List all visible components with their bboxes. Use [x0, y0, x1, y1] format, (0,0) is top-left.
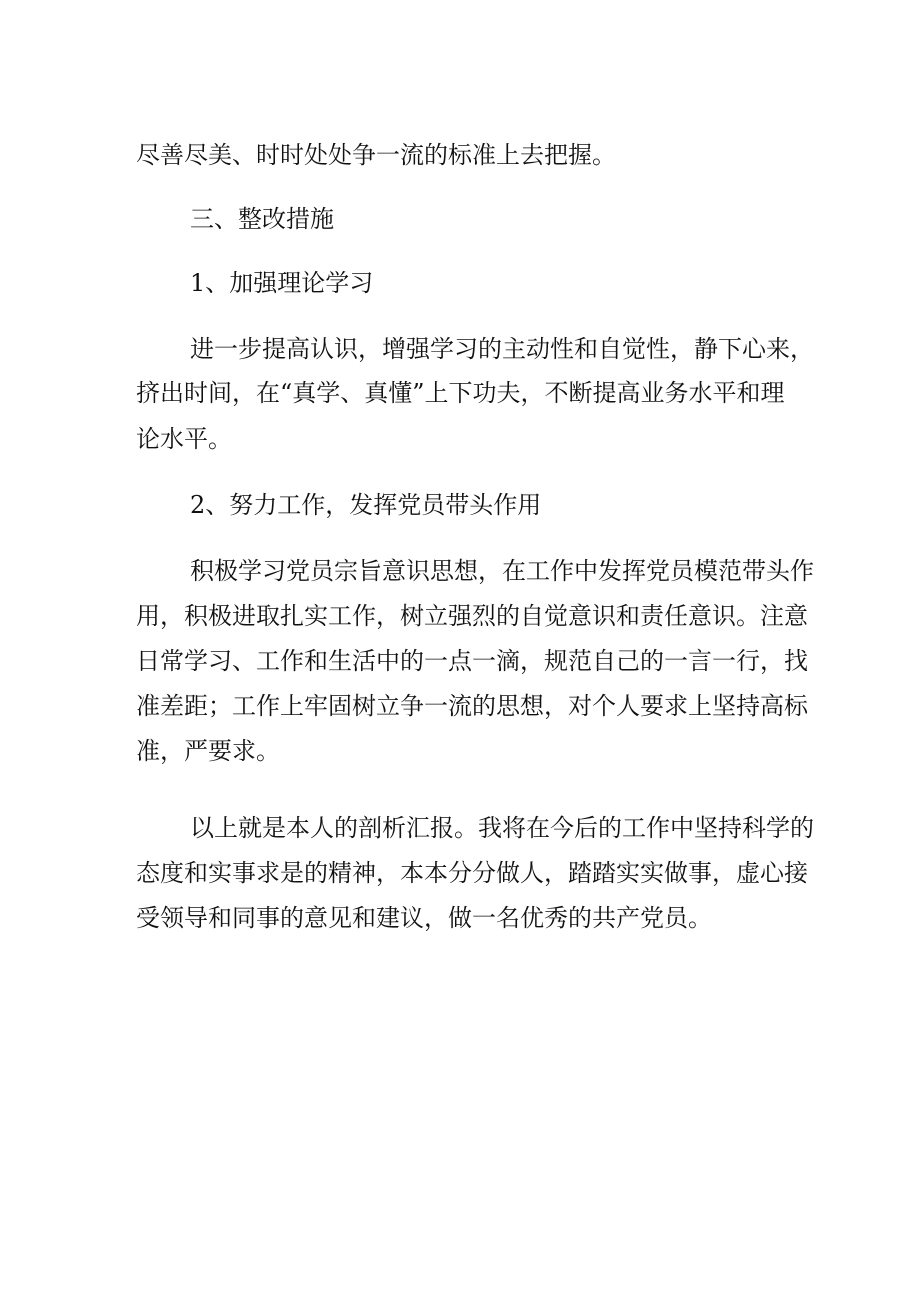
paragraph-2-line-1: 积极学习党员宗旨意识思想，在工作中发挥党员模范带头作 [190, 557, 814, 585]
section-heading: 三、整改措施 [190, 205, 334, 233]
subheading-1: 1、加强理论学习 [190, 269, 374, 297]
subheading-2: 2、努力工作，发挥党员带头作用 [190, 491, 542, 519]
paragraph-3-line-3: 受领导和同事的意见和建议，做一名优秀的共产党员。 [136, 904, 712, 932]
continuation-line: 尽善尽美、时时处处争一流的标准上去把握。 [136, 141, 616, 169]
paragraph-1-line-3: 论水平。 [136, 425, 232, 453]
paragraph-1-line-2: 挤出时间，在“真学、真懂”上下功夫，不断提高业务水平和理 [136, 379, 785, 407]
paragraph-2-line-2: 用，积极进取扎实工作，树立强烈的自觉意识和责任意识。注意 [136, 602, 808, 630]
paragraph-2-line-3: 日常学习、工作和生活中的一点一滴，规范自己的一言一行，找 [136, 647, 808, 675]
paragraph-2-line-4: 准差距；工作上牢固树立争一流的思想，对个人要求上坚持高标 [136, 692, 808, 720]
paragraph-3-line-1: 以上就是本人的剖析汇报。我将在今后的工作中坚持科学的 [190, 814, 814, 842]
paragraph-3-line-2: 态度和实事求是的精神，本本分分做人，踏踏实实做事，虚心接 [136, 859, 808, 887]
paragraph-2-line-5: 准，严要求。 [136, 737, 280, 765]
paragraph-1-line-1: 进一步提高认识，增强学习的主动性和自觉性，静下心来， [190, 335, 814, 363]
